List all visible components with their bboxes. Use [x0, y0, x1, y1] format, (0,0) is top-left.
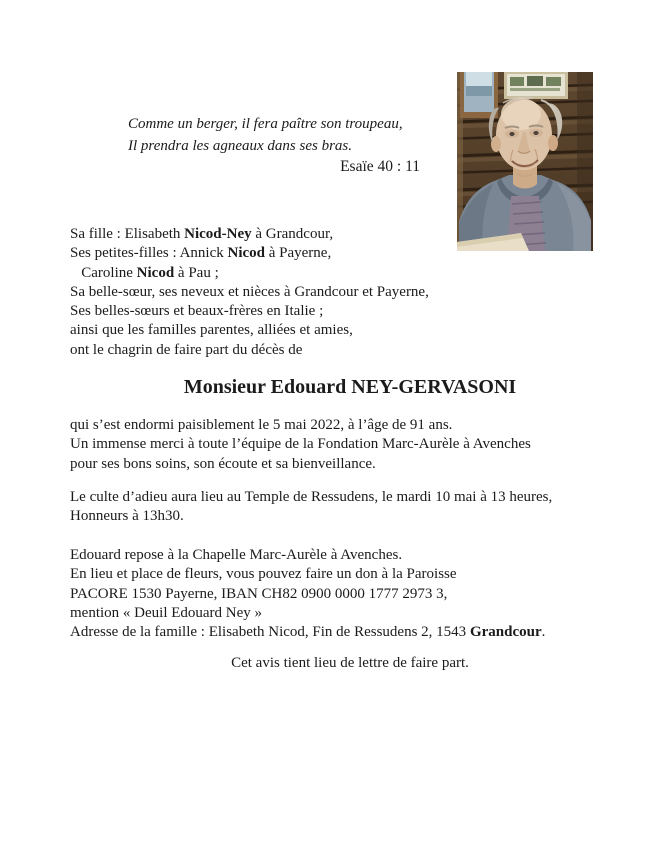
- text-segment: ainsi que les familles parentes, alliées et amies,: [70, 322, 353, 339]
- bold-name-segment: Grandcour: [469, 624, 542, 641]
- family-line: [70, 225, 429, 244]
- text-segment: Caroline: [70, 264, 137, 281]
- repose-line: Edouard repose à la Chapelle Marc-Aurèle à Avenches.: [70, 547, 403, 563]
- text-segment: Ses petites-filles : Annick: [70, 245, 228, 262]
- portrait-photo: [457, 72, 593, 251]
- text-segment: à Grandcour,: [251, 226, 334, 242]
- family-address-line: [70, 623, 545, 642]
- death-line: Un immense merci à toute l’équipe de la Fondation Marc-Aurèle à Avenches: [70, 436, 531, 453]
- closing-line: Cet avis tient lieu de lettre de faire part.: [231, 655, 469, 671]
- family-announcement: [70, 225, 429, 360]
- repose-donation-paragraph: [70, 546, 545, 642]
- deceased-name-title: Monsieur Edouard NEY-GERVASONI: [183, 376, 517, 398]
- quote-line-1: Comme un berger, il fera paître son troupeau,: [128, 116, 403, 132]
- quote-line-2: Il prendra les agneaux dans ses bras.: [128, 138, 353, 154]
- text-segment: Adresse de la famille : Elisabeth Nicod, Fin de Ressudens 2, 1543: [70, 624, 470, 641]
- framed-picture-middle: [504, 72, 568, 99]
- death-details-paragraph: [70, 416, 531, 474]
- service-details-paragraph: [70, 488, 552, 527]
- text-segment: à Pau ;: [174, 264, 219, 281]
- family-line: [70, 283, 429, 302]
- family-line: [70, 302, 429, 321]
- death-line: qui s’est endormi paisiblement le 5 mai 2022, à l’âge de 91 ans.: [70, 417, 453, 433]
- text-segment: Sa belle-sœur, ses neveux et nièces à Grandcour et Payerne,: [70, 283, 429, 300]
- family-line: [70, 321, 429, 340]
- repose-line: PACORE 1530 Payerne, IBAN CH82 0900 0000 1777 2973 3,: [70, 585, 448, 602]
- text-segment: Sa fille : Elisabeth: [70, 226, 185, 242]
- bold-name-segment: Nicod-Ney: [184, 226, 252, 242]
- service-line: Honneurs à 13h30.: [70, 508, 184, 525]
- family-line: [70, 264, 429, 283]
- repose-line: En lieu et place de fleurs, vous pouvez faire un don à la Paroisse: [70, 566, 457, 583]
- portrait-illustration: [457, 72, 593, 251]
- family-line: [70, 341, 429, 360]
- service-line: Le culte d’adieu aura lieu au Temple de Ressudens, le mardi 10 mai à 13 heures,: [70, 489, 553, 505]
- quote-attribution: Esaïe 40 : 11: [340, 158, 420, 175]
- text-segment: .: [541, 624, 546, 641]
- text-segment: Ses belles-sœurs et beaux-frères en Italie ;: [70, 303, 324, 320]
- family-line: [70, 244, 429, 263]
- death-line: pour ses bons soins, son écoute et sa bienveillance.: [70, 455, 376, 472]
- bold-name-segment: Nicod: [136, 264, 175, 281]
- framed-picture-left: [460, 72, 498, 118]
- text-segment: à Payerne,: [264, 245, 332, 262]
- scripture-quote: [128, 113, 420, 176]
- repose-line: mention « Deuil Edouard Ney »: [70, 604, 263, 621]
- text-segment: ont le chagrin de faire part du décès de: [70, 341, 303, 358]
- bold-name-segment: Nicod: [227, 245, 265, 262]
